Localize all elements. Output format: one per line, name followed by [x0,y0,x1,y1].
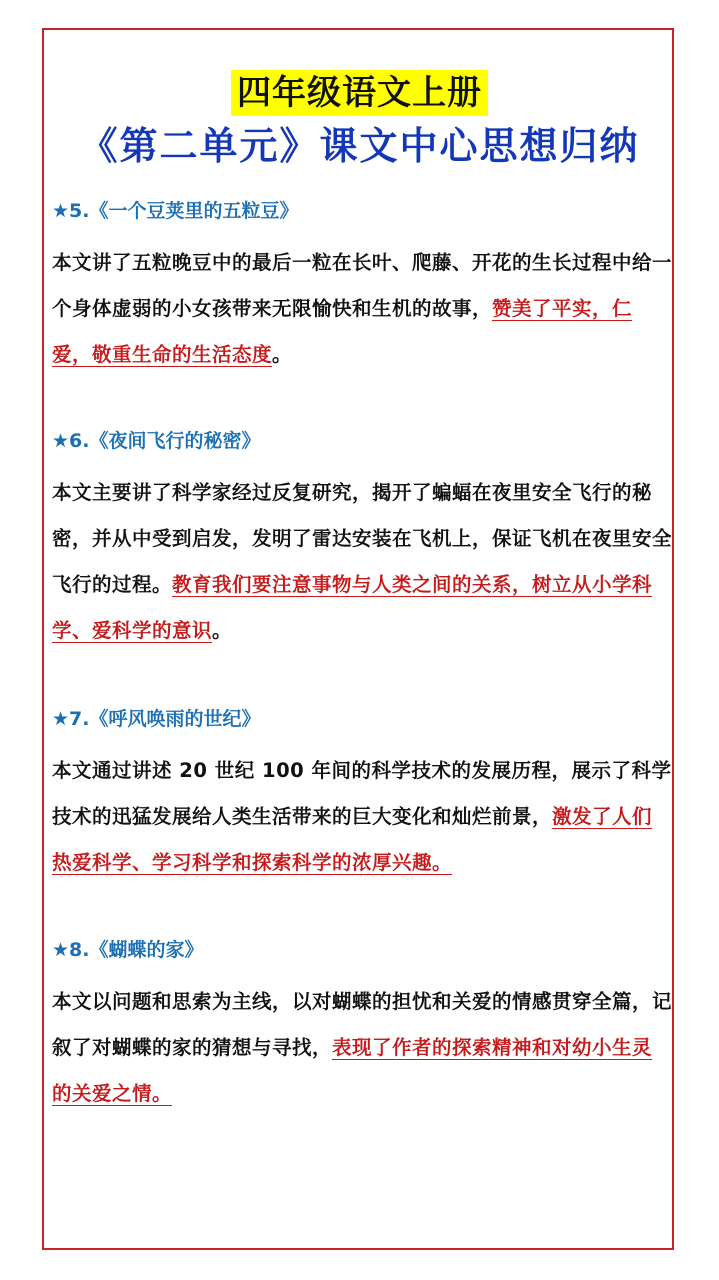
lesson-heading: ★8.《蝴蝶的家》 [52,939,204,961]
lesson-section-5 [52,196,672,378]
page-title: 四年级语文上册 [231,70,488,116]
lesson-summary [52,470,672,654]
lesson-heading: ★5.《一个豆荚里的五粒豆》 [52,200,299,222]
summary-text: 本文以问题和思索为主线，以对蝴蝶的担忧和关爱的情感贯穿全篇，记叙了对蝴蝶的家的猜想与寻找， [52,990,673,1059]
summary-tail: 。 [212,619,233,642]
lesson-summary [52,748,672,886]
lesson-heading: ★6.《夜间飞行的秘密》 [52,430,261,452]
lesson-section-6 [52,426,672,654]
summary-text: 本文通过讲述 20 世纪 100 年间的科学技术的发展历程，展示了科学技术的迅猛发展给人类生活带来的巨大变化和灿烂前景， [52,759,672,828]
central-idea-highlight: 激发了人们热爱科学、学习科学和探索科学的浓厚兴趣。 [52,805,653,874]
lesson-heading: ★7.《呼风唤雨的世纪》 [52,708,261,730]
lesson-summary [52,240,672,378]
summary-text: 本文主要讲了科学家经过反复研究，揭开了蝙蝠在夜里安全飞行的秘密，并从中受到启发，发明了雷达安装在飞机上，保证飞机在夜里安全飞行的过程。 [52,481,673,596]
lesson-summary [52,979,672,1117]
central-idea-highlight: 表现了作者的探索精神和对幼小生灵的关爱之情。 [52,1036,653,1105]
central-idea-highlight: 教育我们要注意事物与人类之间的关系，树立从小学科学、爱科学的意识 [52,573,653,642]
title-block [0,70,719,116]
summary-tail: 。 [272,343,293,366]
page-subtitle: 《第二单元》课文中心思想归纳 [79,123,640,168]
central-idea-highlight: 赞美了平实，仁爱，敬重生命的生活态度 [52,297,633,366]
lesson-section-7 [52,704,672,886]
summary-text: 本文讲了五粒晚豆中的最后一粒在长叶、爬藤、开花的生长过程中给一个身体虚弱的小女孩带来无限愉快和生机的故事， [52,251,673,320]
lesson-section-8 [52,935,672,1117]
